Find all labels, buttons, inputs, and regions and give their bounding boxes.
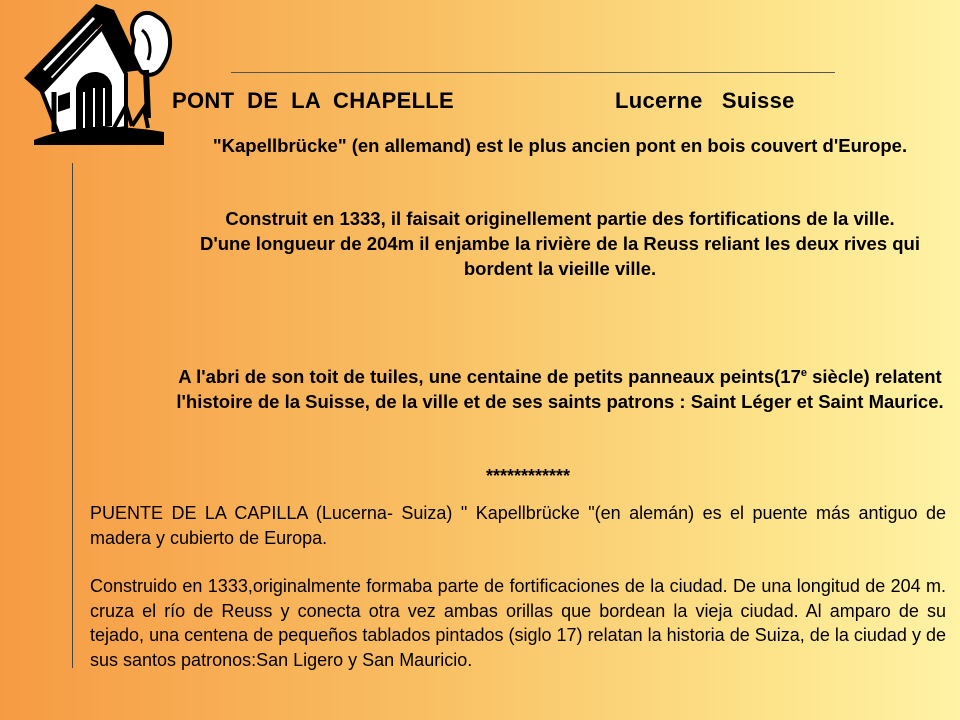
location-title: Lucerne Suisse [615, 88, 795, 113]
house-clipart-icon [14, 0, 174, 145]
page-title: PONT DE LA CHAPELLE [172, 88, 455, 113]
top-rule [231, 72, 835, 73]
spanish-paragraph-1: PUENTE DE LA CAPILLA (Lucerna- Suiza) " Kapellbrücke "(en alemán) es el puente más antiguo de madera y cubierto de Europa. [90, 503, 946, 548]
french-paragraph-3-start: A l'abri de son toit de tuiles, une centaine de petits panneaux peints(17 [178, 366, 801, 387]
french-paragraph-2-line-b: D'une longueur de 204m il enjambe la rivière de la Reuss reliant les deux rives qui bordent la vieille ville. [199, 233, 920, 279]
spanish-paragraph-2: Construido en 1333,originalmente formaba parte de fortificaciones de la ciudad. De una longitud de 204 m. cruza el río de Reuss y conecta otra vez ambas orillas que bordean la vieja ciudad. Al amparo de su tejado, una centena de pequeños tablados pintados (siglo 17) relatan la historia de Suiza, de la ciudad y de sus santos patronos:San Ligero y San Mauricio. [90, 576, 946, 670]
left-vertical-rule [72, 163, 73, 668]
separator-stars: ************ [485, 466, 571, 486]
french-paragraph-3 [168, 364, 952, 414]
french-paragraph-3-end: siècle) relatent l'histoire de la Suisse, de la ville et de ses saints patrons : Saint Léger et Saint Maurice. [176, 366, 944, 412]
superscript-e: e [800, 366, 807, 379]
french-paragraph-2-line-a: Construit en 1333, il faisait originellement partie des fortifications de la ville. [225, 208, 895, 229]
french-paragraph-1: "Kapellbrücke" (en allemand) est le plus ancien pont en bois couvert d'Europe. [212, 135, 908, 156]
french-paragraph-2 [168, 206, 952, 281]
